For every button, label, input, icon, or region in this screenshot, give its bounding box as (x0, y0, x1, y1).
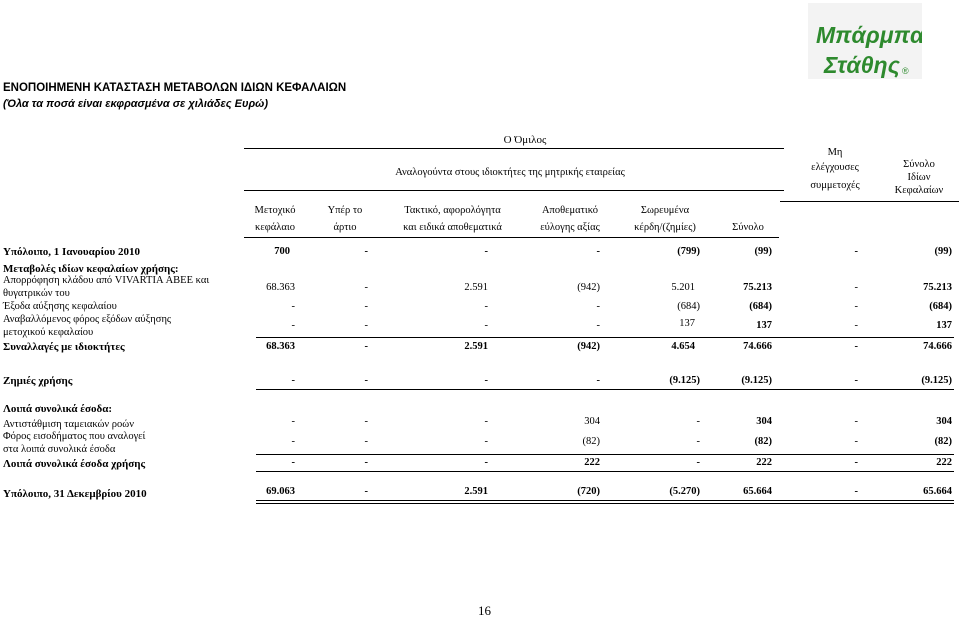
cell-r6-c1: - (364, 375, 368, 386)
col-share-capital-1: Μετοχικό (254, 205, 296, 216)
cell-r10-c0: - (291, 457, 295, 468)
cell-r6-c7: (9.125) (921, 375, 952, 386)
cell-r6-c0: - (291, 375, 295, 386)
cell-r10-c3: 222 (584, 457, 600, 468)
row-label-capital-increase-costs: Έξοδα αύξησης κεφαλαίου (3, 301, 117, 312)
oci-total-rule (256, 471, 954, 472)
cell-r10-c4: - (696, 457, 700, 468)
cell-r0-c4: (799) (677, 246, 700, 257)
cell-r10-c6: - (854, 457, 858, 468)
group-header-rule (244, 148, 784, 149)
cell-r11-c3: (720) (577, 486, 600, 497)
cell-r2-c1: - (364, 282, 368, 293)
cell-r2-c3: (942) (577, 282, 600, 293)
cell-r5-c0: 68.363 (266, 341, 295, 352)
total-equity-header-2: Ιδίων (907, 172, 931, 183)
cell-r4-c4: 137 (679, 318, 695, 329)
row-label-income-tax-2: στα λοιπά συνολικά έσοδα (3, 444, 116, 455)
cell-r9-c5: (82) (754, 436, 772, 447)
cell-r10-c5: 222 (756, 457, 772, 468)
col-share-premium-1: Υπέρ το (327, 205, 363, 216)
row-label-absorption-1: Απορρόφηση κλάδου από VIVARTIA ΑΒΕΕ και (3, 275, 210, 286)
row-label-oci: Λοιπά συνολικά έσοδα: (3, 403, 113, 415)
page-number: 16 (478, 603, 491, 618)
cell-r0-c1: - (364, 246, 368, 257)
cell-r11-c2: 2.591 (464, 486, 488, 497)
cell-r0-c3: - (596, 246, 600, 257)
col-share-capital-2: κεφάλαιο (255, 222, 295, 233)
cell-r11-c6: - (854, 486, 858, 497)
cell-r8-c7: 304 (936, 416, 952, 427)
cell-r5-c5: 74.666 (743, 341, 772, 352)
cell-r4-c2: - (484, 320, 488, 331)
cell-r9-c3: (82) (582, 436, 600, 447)
minority-header-3: συμμετοχές (810, 180, 860, 191)
closing-rule-1 (256, 500, 954, 501)
cell-r10-c1: - (364, 457, 368, 468)
row-label-income-tax-1: Φόρος εισοδήματος που αναλογεί (3, 431, 146, 442)
row-label-closing-balance: Υπόλοιπο, 31 Δεκεμβρίου 2010 (3, 488, 147, 500)
cell-r5-c7: 74.666 (923, 341, 952, 352)
cell-r3-c3: - (596, 301, 600, 312)
row-label-deferred-tax-2: μετοχικού κεφαλαίου (3, 327, 94, 338)
cell-r11-c0: 69.063 (266, 486, 295, 497)
right-header-rule (780, 201, 959, 202)
cell-r8-c2: - (484, 416, 488, 427)
cell-r9-c4: - (696, 436, 700, 447)
col-retained-1: Σωρευμένα (640, 205, 690, 216)
total-equity-header-1: Σύνολο (903, 159, 935, 170)
cell-r5-c4: 4.654 (671, 341, 695, 352)
cell-r3-c4: (684) (677, 301, 700, 312)
cell-r11-c5: 65.664 (743, 486, 772, 497)
cell-r9-c0: - (291, 436, 295, 447)
cell-r9-c1: - (364, 436, 368, 447)
row-label-loss: Ζημιές χρήσης (3, 375, 73, 387)
cell-r11-c1: - (364, 486, 368, 497)
cell-r5-c1: - (364, 341, 368, 352)
cell-r11-c7: 65.664 (923, 486, 952, 497)
cell-r3-c2: - (484, 301, 488, 312)
cell-r2-c0: 68.363 (266, 282, 295, 293)
minority-header-2: ελέγχουσες (811, 162, 859, 173)
cell-r11-c4: (5.270) (669, 486, 700, 497)
cell-r8-c0: - (291, 416, 295, 427)
cell-r3-c5: (684) (749, 301, 772, 312)
cell-r6-c3: - (596, 375, 600, 386)
cell-r6-c6: - (854, 375, 858, 386)
cell-r9-c6: - (854, 436, 858, 447)
minority-header-1: Μη (827, 147, 843, 158)
cell-r5-c2: 2.591 (464, 341, 488, 352)
cell-r3-c0: - (291, 301, 295, 312)
cell-r4-c3: - (596, 320, 600, 331)
col-fair-value-1: Αποθεματικό (541, 205, 599, 216)
row-label-changes: Μεταβολές ιδίων κεφαλαίων χρήσης: (3, 263, 179, 275)
cell-r4-c0: - (291, 320, 295, 331)
col-reserves-1: Τακτικό, αφορολόγητα (404, 205, 501, 216)
cell-r2-c2: 2.591 (464, 282, 488, 293)
cell-r4-c6: - (854, 320, 858, 331)
row-label-cash-flow-hedge: Αντιστάθμιση ταμειακών ροών (3, 419, 134, 430)
cell-r0-c7: (99) (934, 246, 952, 257)
cell-r9-c2: - (484, 436, 488, 447)
col-fair-value-2: εύλογης αξίας (540, 222, 600, 233)
closing-rule-2 (256, 503, 954, 504)
owners-transactions-rule (256, 337, 954, 338)
cell-r6-c5: (9.125) (741, 375, 772, 386)
document-subtitle: (Όλα τα ποσά είναι εκφρασμένα σε χιλιάδες Ευρώ) (3, 98, 268, 110)
col-share-premium-2: άρτιο (333, 222, 357, 233)
cell-r0-c5: (99) (754, 246, 772, 257)
cell-r10-c7: 222 (936, 457, 952, 468)
cell-r4-c1: - (364, 320, 368, 331)
cell-r8-c4: - (696, 416, 700, 427)
cell-r6-c4: (9.125) (669, 375, 700, 386)
logo-line2: Στάθης (824, 52, 900, 78)
logo-graphic (808, 3, 922, 79)
col-reserves-2: και ειδικά αποθεματικά (403, 222, 502, 233)
cell-r4-c7: 137 (936, 320, 952, 331)
cell-r2-c6: - (854, 282, 858, 293)
cell-r10-c2: - (484, 457, 488, 468)
owners-header: Αναλογούντα στους ιδιοκτήτες της μητρικής εταιρείας (395, 167, 625, 178)
cell-r0-c2: - (484, 246, 488, 257)
cell-r8-c1: - (364, 416, 368, 427)
cell-r8-c5: 304 (756, 416, 772, 427)
loss-rule (256, 389, 954, 390)
cell-r3-c7: (684) (929, 301, 952, 312)
cell-r2-c7: 75.213 (923, 282, 952, 293)
columns-header-rule (244, 237, 779, 238)
col-retained-2: κέρδη/(ζημίες) (634, 222, 696, 233)
cell-r6-c2: - (484, 375, 488, 386)
document-title: ΕΝΟΠΟΙΗΜΕΝΗ ΚΑΤΑΣΤΑΣΗ ΜΕΤΑΒΟΛΩΝ ΙΔΙΩΝ ΚΕΦΑΛΑΙΩΝ (3, 82, 347, 94)
row-label-opening-balance: Υπόλοιπο, 1 Ιανουαρίου 2010 (3, 246, 141, 258)
cell-r5-c6: - (854, 341, 858, 352)
company-logo (808, 3, 922, 79)
cell-r9-c7: (82) (934, 436, 952, 447)
oci-rule (256, 454, 954, 455)
col-total: Σύνολο (732, 222, 764, 233)
cell-r8-c6: - (854, 416, 858, 427)
total-equity-header-3: Κεφαλαίων (894, 185, 944, 196)
row-label-absorption-2: θυγατρικών του (3, 288, 70, 299)
cell-r3-c1: - (364, 301, 368, 312)
row-label-oci-total: Λοιπά συνολικά έσοδα χρήσης (3, 458, 146, 470)
cell-r0-c6: - (854, 246, 858, 257)
registered-mark: ® (902, 66, 909, 76)
cell-r2-c5: 75.213 (743, 282, 772, 293)
row-label-deferred-tax-1: Αναβαλλόμενος φόρος εξόδων αύξησης (3, 314, 172, 325)
cell-r5-c3: (942) (577, 341, 600, 352)
owners-header-rule (244, 190, 784, 191)
cell-r3-c6: - (854, 301, 858, 312)
cell-r8-c3: 304 (584, 416, 600, 427)
cell-r0-c0: 700 (274, 246, 290, 257)
logo-line1: Μπάρμπα (816, 22, 922, 48)
cell-r2-c4: 5.201 (671, 282, 695, 293)
row-label-owner-transactions: Συναλλαγές με ιδιοκτήτες (3, 341, 125, 353)
cell-r4-c5: 137 (756, 320, 772, 331)
group-header: Ο Όμιλος (503, 134, 547, 146)
